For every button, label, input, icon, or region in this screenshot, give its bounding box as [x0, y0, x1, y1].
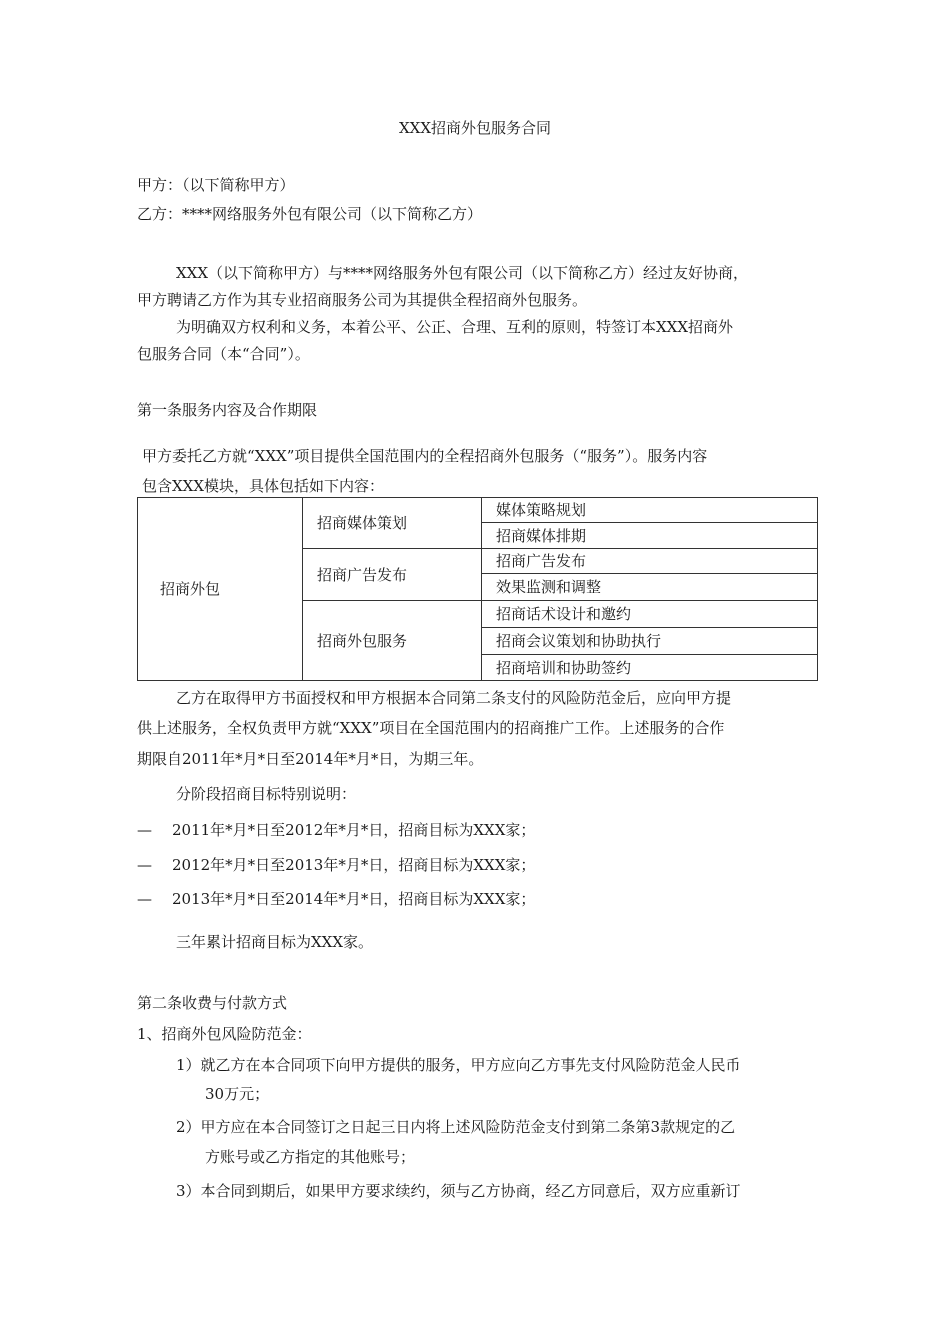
total-target: 三年累计招商目标为XXX家。: [176, 933, 374, 951]
phase-item: [137, 820, 535, 840]
article-1-after-line-2: 供上述服务，全权负责甲方就“XXX”项目在全国范围内的招商推广工作。上述服务的合作: [137, 719, 725, 737]
dash-bullet: —: [137, 821, 152, 839]
table-item: 招商媒体排期: [482, 523, 818, 549]
article-2-item-3-line-1: 3）本合同到期后，如果甲方要求续约，须与乙方协商，经乙方同意后，双方应重新订: [176, 1182, 741, 1200]
article-2-heading: 第二条收费与付款方式: [137, 994, 288, 1012]
dash-bullet: —: [137, 856, 152, 874]
article-2-item-1-line-1: 1）就乙方在本合同项下向甲方提供的服务，甲方应向乙方事先支付风险防范金人民币: [176, 1056, 741, 1074]
table-group-ad-publishing: 招商广告发布: [303, 549, 482, 601]
table-category-cell: 招商外包: [138, 498, 303, 681]
table-item: 媒体策略规划: [482, 498, 818, 523]
table-group-outsourcing-service: 招商外包服务: [303, 601, 482, 681]
table-item: 招商话术设计和邀约: [482, 601, 818, 628]
article-1-desc-line-2: 包含XXX模块，具体包括如下内容：: [142, 477, 385, 495]
service-content-table: [137, 497, 818, 681]
article-1-after-line-1: 乙方在取得甲方书面授权和甲方根据本合同第二条支付的风险防范金后，应向甲方提: [176, 689, 732, 707]
dash-bullet: —: [137, 890, 152, 908]
article-1-heading: 第一条服务内容及合作期限: [137, 401, 318, 419]
table-item: 招商广告发布: [482, 549, 818, 574]
table-group-media-planning: 招商媒体策划: [303, 498, 482, 549]
article-1-after-line-3: 期限自2011年*月*日至2014年*月*日，为期三年。: [137, 750, 484, 768]
intro-paragraph-1-line-2: 甲方聘请乙方作为其专业招商服务公司为其提供全程招商外包服务。: [137, 291, 588, 309]
phase-text: 2012年*月*日至2013年*月*日，招商目标为XXX家；: [172, 856, 536, 874]
table-item: 效果监测和调整: [482, 574, 818, 601]
table-item: 招商培训和协助签约: [482, 655, 818, 681]
phase-heading: 分阶段招商目标特别说明：: [176, 785, 357, 803]
article-2-item-1-line-2: 30万元；: [205, 1085, 270, 1103]
phase-item: [137, 855, 535, 875]
phase-item: [137, 889, 535, 909]
document-title: XXX招商外包服务合同: [398, 119, 552, 137]
phase-text: 2011年*月*日至2012年*月*日，招商目标为XXX家；: [172, 821, 536, 839]
intro-paragraph-2-line-2: 包服务合同（本“合同”）。: [137, 345, 310, 363]
article-2-item-2-line-2: 方账号或乙方指定的其他账号；: [205, 1148, 416, 1166]
intro-paragraph-2-line-1: 为明确双方权利和义务，本着公平、公正、合理、互利的原则，特签订本XXX招商外: [176, 318, 734, 336]
intro-paragraph-1-line-1: XXX（以下简称甲方）与****网络服务外包有限公司（以下简称乙方）经过友好协商，: [176, 264, 749, 282]
article-2-sub-1: 1、招商外包风险防范金：: [137, 1025, 312, 1043]
article-2-item-2-line-1: 2）甲方应在本合同签订之日起三日内将上述风险防范金支付到第二条第3款规定的乙: [176, 1118, 736, 1136]
party-b-line: 乙方：****网络服务外包有限公司（以下简称乙方）: [137, 205, 483, 223]
party-a-line: 甲方：（以下简称甲方）: [137, 176, 295, 194]
article-1-desc-line-1: 甲方委托乙方就“XXX”项目提供全国范围内的全程招商外包服务（“服务”）。服务内容: [142, 447, 708, 465]
phase-text: 2013年*月*日至2014年*月*日，招商目标为XXX家；: [172, 890, 536, 908]
table-item: 招商会议策划和协助执行: [482, 628, 818, 655]
